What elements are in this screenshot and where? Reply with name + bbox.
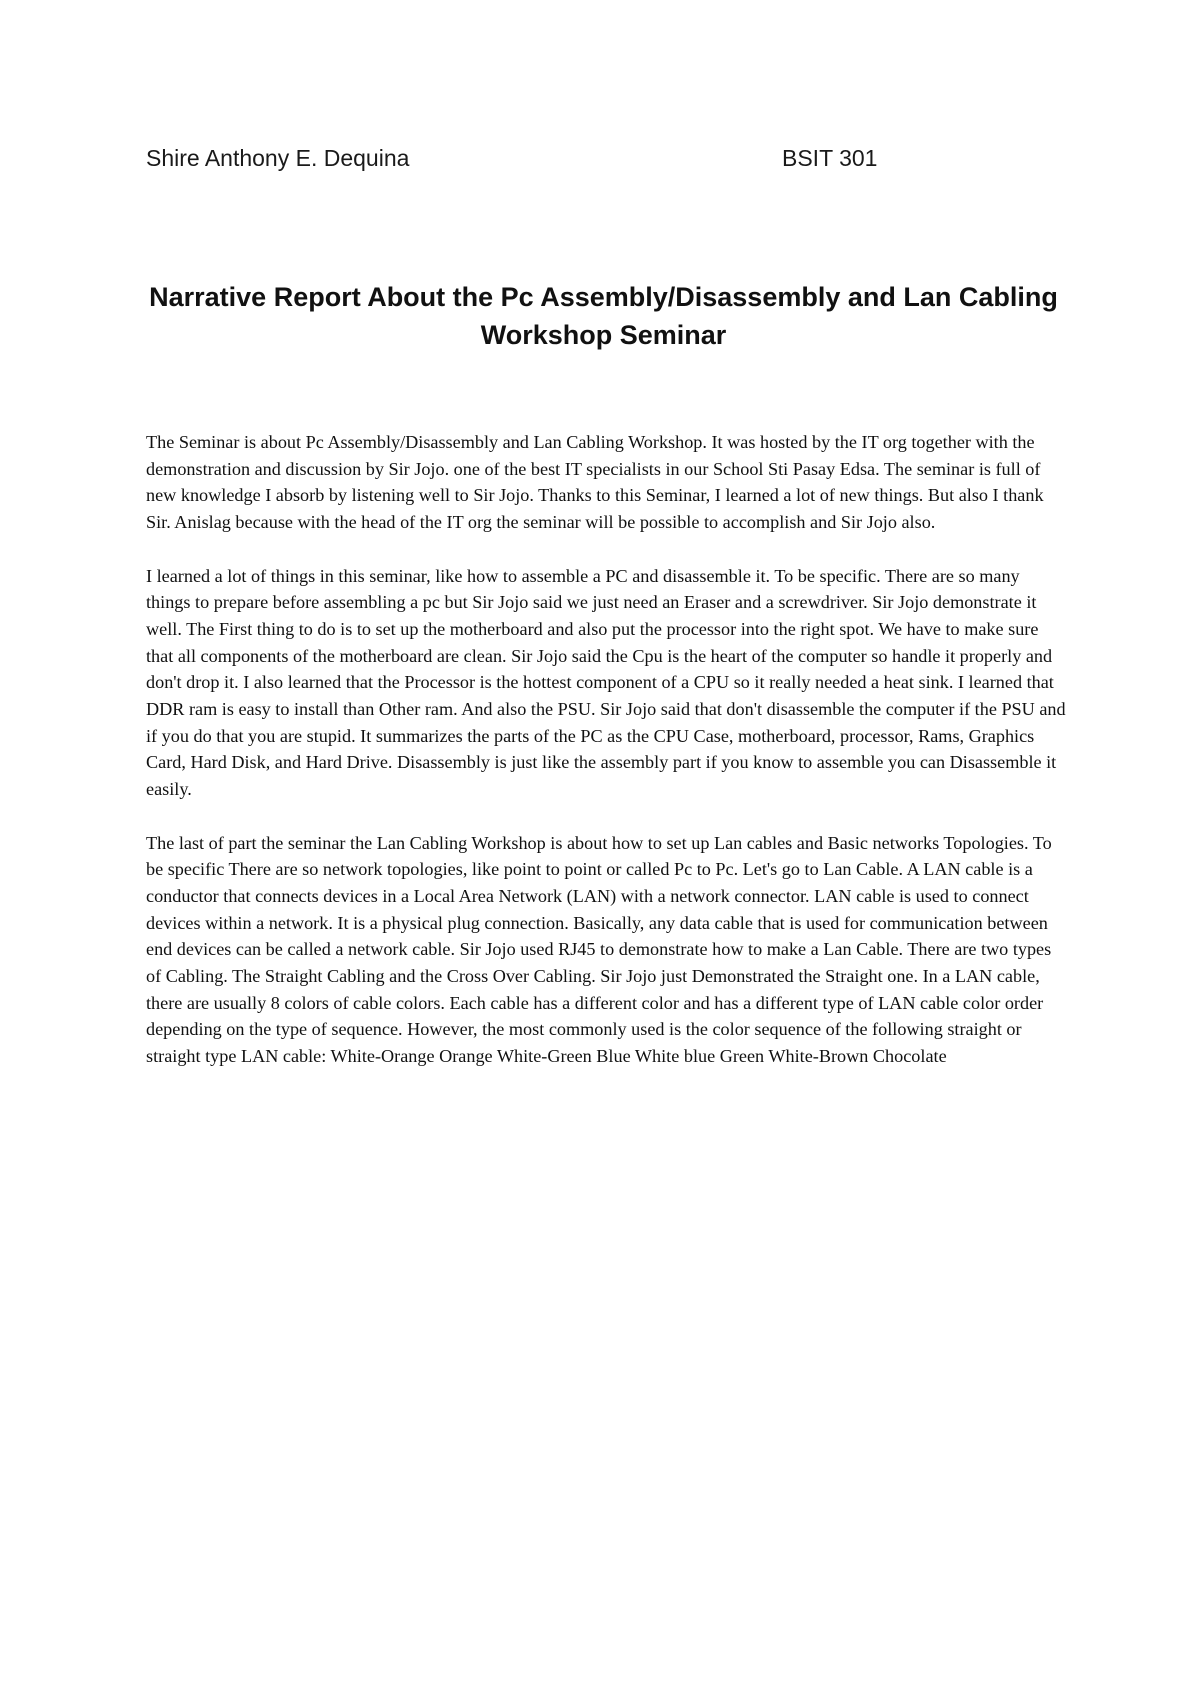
class-section: BSIT 301	[782, 145, 878, 171]
paragraph-3: The last of part the seminar the Lan Cabling Workshop is about how to set up Lan cables and Basic networks Topologies. To be specific There are so network topologies, like point to point or called Pc to Pc. Let's go to Lan Cable. A LAN cable is a conductor that connects devices in a Local Area Network (LAN) with a network connector. LAN cable is used to connect devices within a network. It is a physical plug connection. Basically, any data cable that is used for communication between end devices can be called a network cable. Sir Jojo used RJ45 to demonstrate how to make a Lan Cable. There are two types of Cabling. The Straight Cabling and the Cross Over Cabling. Sir Jojo just Demonstrated the Straight one. In a LAN cable, there are usually 8 colors of cable colors. Each cable has a different color and has a different type of LAN cable color order depending on the type of sequence. However, the most commonly used is the color sequence of the following straight or straight type LAN cable: White-Orange Orange White-Green Blue White blue Green White-Brown Chocolate	[146, 832, 1052, 1067]
author-name: Shire Anthony E. Dequina	[146, 145, 410, 171]
document-title: Narrative Report About the Pc Assembly/Disassembly and Lan Cabling Workshop Seminar	[149, 282, 1058, 350]
paragraph-2: I learned a lot of things in this seminar, like how to assemble a PC and disassemble it. To be specific. There are so many things to prepare before assembling a pc but Sir Jojo said we just need an Eraser and a screwdriver. Sir Jojo demonstrate it well. The First thing to do is to set up the motherboard and also put the processor into the right spot. We have to make sure that all components of the motherboard are clean. Sir Jojo said the Cpu is the heart of the computer so handle it properly and don't drop it. I also learned that the Processor is the hottest component of a CPU so it really needed a heat sink. I learned that DDR ram is easy to install than Other ram. And also the PSU. Sir Jojo said that don't disassemble the computer if the PSU and if you do that you are stupid. It summarizes the parts of the PC as the CPU Case, motherboard, processor, Rams, Graphics Card, Hard Disk, and Hard Drive. Disassembly is just like the assembly part if you know to assemble you can Disassemble it easily.	[146, 565, 1066, 800]
paragraph-1: The Seminar is about Pc Assembly/Disassembly and Lan Cabling Workshop. It was hosted by the IT org together with the demonstration and discussion by Sir Jojo. one of the best IT specialists in our School Sti Pasay Edsa. The seminar is full of new knowledge I absorb by listening well to Sir Jojo. Thanks to this Seminar, I learned a lot of new things. But also I thank Sir. Anislag because with the head of the IT org the seminar will be possible to accomplish and Sir Jojo also.	[146, 432, 1044, 533]
document-body	[146, 429, 1066, 1097]
